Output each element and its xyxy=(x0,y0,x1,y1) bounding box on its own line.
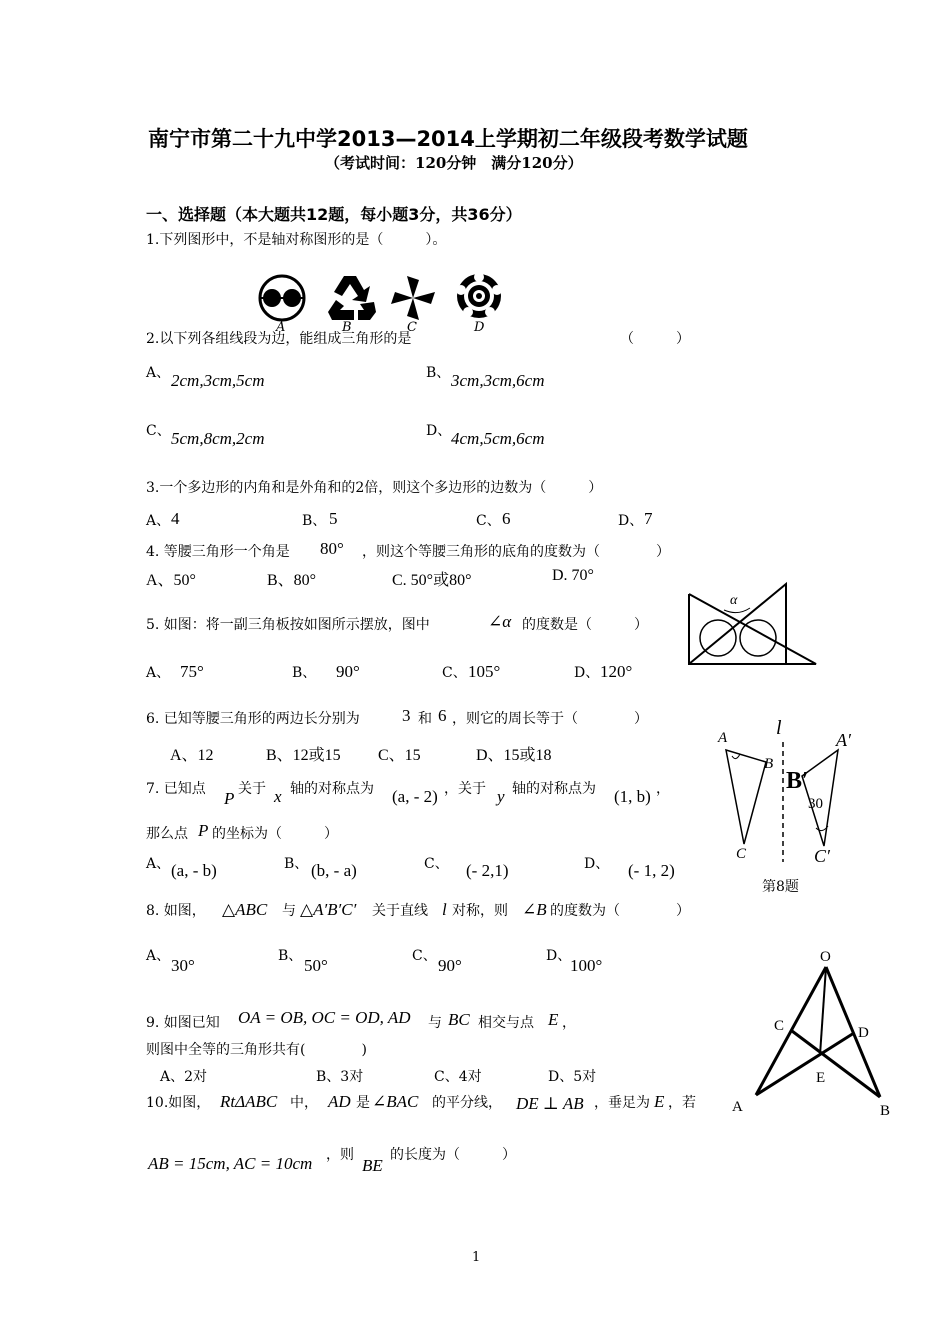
q9-condition: OA = OB, OC = OD, AD xyxy=(238,1008,411,1027)
q8-fig-c2: C′ xyxy=(814,846,830,866)
q3-opt-d: 7 xyxy=(644,509,653,528)
q8-fig-b: B xyxy=(764,756,774,772)
page-number: 1 xyxy=(472,1250,481,1265)
q6-opt-c: C、15 xyxy=(378,747,421,764)
q9-figure xyxy=(730,945,900,1120)
q1-label-a: A xyxy=(276,320,286,335)
q10-text-5: ，垂足为 xyxy=(594,1095,650,1111)
q7-text-5: 轴的对称点为 xyxy=(512,781,596,797)
q9-bc: BC xyxy=(448,1010,470,1029)
q4-stem-b: ，则这个等腰三角形的底角的度数为（ ） xyxy=(362,544,670,560)
q1-figure-d-rose xyxy=(456,272,502,318)
q9-e: E xyxy=(548,1010,559,1029)
q10-text-8: 的长度为（ ） xyxy=(390,1147,516,1163)
q5-opt-d: 120° xyxy=(600,662,633,681)
q9-fig-a: A xyxy=(732,1099,743,1115)
q5-stem-a: 5. 如图：将一副三角板按如图所示摆放，图中 xyxy=(146,617,430,633)
q8-opt-b-label: B、 xyxy=(278,948,303,964)
q6-stem-b: ，则它的周长等于（ ） xyxy=(452,711,648,727)
q2-opt-a-label: A、 xyxy=(146,365,171,381)
q7-coord-1: (a, - 2) xyxy=(392,787,438,806)
q3-opt-d-label: D、 xyxy=(618,513,644,529)
q4-stem-a: 4. 等腰三角形一个角是 xyxy=(146,544,290,560)
q8-text-1: 8. 如图， xyxy=(146,903,206,919)
q2-opt-d-label: D、 xyxy=(426,423,452,439)
q8-triangle-2: △A′B′C′ xyxy=(300,900,357,919)
q6-n2: 6 xyxy=(438,706,447,725)
q7-y: y xyxy=(497,787,505,806)
q1-figure-a xyxy=(260,276,304,320)
q10-rt-triangle: RtΔABC xyxy=(220,1092,278,1111)
q2-opt-c-label: C、 xyxy=(146,423,171,439)
q4-opt-a: A、50° xyxy=(146,572,196,589)
q3-opt-b-label: B、 xyxy=(302,513,327,529)
q3-stem: 3.一个多边形的内角和是外角和的2倍，则这个多边形的边数为（ ） xyxy=(146,480,603,496)
q10-de-perp-ab: DE ⊥ AB xyxy=(516,1094,584,1113)
q10-text-2: 中， xyxy=(290,1095,318,1111)
q10-text-1: 10.如图， xyxy=(146,1095,211,1111)
q2-opt-d: 4cm,5cm,6cm xyxy=(451,429,545,448)
q3-opt-a-label: A、 xyxy=(146,513,171,529)
q2-opt-b-label: B、 xyxy=(426,365,451,381)
q8-fig-l: l xyxy=(776,717,782,739)
q9-text-4: ， xyxy=(562,1015,576,1031)
q8-opt-a: 30° xyxy=(171,956,195,975)
q7-opt-c-label: C、 xyxy=(424,856,449,872)
q7-opt-b: (b, - a) xyxy=(311,861,357,880)
q9-fig-b: B xyxy=(880,1103,891,1119)
exam-title: 南宁市第二十九中学2013—2014上学期初二年级段考数学试题 xyxy=(148,127,748,151)
q8-text-5: 的度数为（ ） xyxy=(550,903,690,919)
q9-line2: 则图中全等的三角形共有( ) xyxy=(146,1042,367,1058)
q8-opt-d: 100° xyxy=(570,956,603,975)
q7-opt-d: (- 1, 2) xyxy=(628,861,675,880)
q5-alpha-label: α xyxy=(730,593,738,608)
q8-text-4: 对称，则 xyxy=(452,903,508,919)
q10-angle-bac: ∠BAC xyxy=(372,1092,419,1111)
q1-label-d: D xyxy=(474,320,485,335)
q5-opt-c: 105° xyxy=(468,662,501,681)
q7-opt-d-label: D、 xyxy=(584,856,610,872)
q10-condition: AB = 15cm, AC = 10cm xyxy=(148,1154,313,1173)
q8-opt-d-label: D、 xyxy=(546,948,572,964)
q5-opt-c-label: C、 xyxy=(442,665,467,681)
q9-opt-b: B、3对 xyxy=(316,1069,364,1085)
q8-angle-b: ∠B xyxy=(522,900,547,919)
q7-x: x xyxy=(274,787,282,806)
q2-stem: 2.以下列各组线段为边，能组成三角形的是 xyxy=(146,331,412,347)
q9-text-3: 相交与点 xyxy=(478,1015,534,1031)
q7-line2-a: 那么点 xyxy=(146,826,188,842)
q8-text-2: 与 xyxy=(282,903,296,919)
q8-fig-caption: 第8题 xyxy=(762,879,799,895)
q10-text-4: 的平分线， xyxy=(432,1095,502,1111)
q5-opt-a-label: A、 xyxy=(146,665,171,681)
q5-figure-set-squares xyxy=(686,580,822,670)
q7-text-6: ， xyxy=(656,781,670,797)
q5-opt-b-label: B、 xyxy=(292,665,317,681)
q8-text-3: 关于直线 xyxy=(372,903,428,919)
q7-opt-c: (- 2,1) xyxy=(466,861,509,880)
q9-opt-c: C、4对 xyxy=(434,1069,482,1085)
q7-text-1: 7. 已知点 xyxy=(146,781,206,797)
q2-opt-c: 5cm,8cm,2cm xyxy=(171,429,265,448)
q9-fig-c: C xyxy=(774,1018,785,1034)
q7-line2-b: 的坐标为（ ） xyxy=(212,826,338,842)
q8-opt-b: 50° xyxy=(304,956,328,975)
q4-opt-c: C. 50°或80° xyxy=(392,572,472,589)
q8-figure xyxy=(710,716,870,896)
q8-opt-a-label: A、 xyxy=(146,948,171,964)
exam-subtitle: （考试时间：120分钟 满分120分） xyxy=(325,154,583,172)
q9-text-1: 9. 如图已知 xyxy=(146,1015,220,1031)
q8-opt-c-label: C、 xyxy=(412,948,437,964)
q2-opt-b: 3cm,3cm,6cm xyxy=(451,371,545,390)
q3-opt-b: 5 xyxy=(329,509,338,528)
q5-opt-b: 90° xyxy=(336,662,360,681)
q8-fig-a: A xyxy=(718,730,728,746)
q7-point-p2: P xyxy=(198,821,209,840)
q9-fig-e: E xyxy=(816,1070,826,1086)
q9-opt-d: D、5对 xyxy=(548,1069,597,1085)
q3-opt-a: 4 xyxy=(171,509,180,528)
q7-point-p: P xyxy=(224,789,235,808)
q7-opt-a: (a, - b) xyxy=(171,861,217,880)
q4-opt-d: D. 70° xyxy=(552,567,594,584)
q8-opt-c: 90° xyxy=(438,956,462,975)
q9-fig-d: D xyxy=(858,1025,869,1041)
q6-opt-d: D、15或18 xyxy=(476,747,552,764)
q9-opt-a: A、2对 xyxy=(160,1069,208,1085)
q9-fig-o: O xyxy=(820,949,831,965)
q7-opt-b-label: B、 xyxy=(284,856,309,872)
q6-stem-a: 6. 已知等腰三角形的两边长分别为 xyxy=(146,711,360,727)
q7-opt-a-label: A、 xyxy=(146,856,171,872)
q9-text-2: 与 xyxy=(428,1015,442,1031)
q6-opt-b: B、12或15 xyxy=(266,747,341,764)
q10-e: E xyxy=(654,1092,665,1111)
q10-be: BE xyxy=(362,1156,383,1175)
q6-n1: 3 xyxy=(402,706,411,725)
q10-text-6: ，若 xyxy=(668,1095,696,1111)
q1-label-c: C xyxy=(407,320,417,335)
q5-angle: ∠α xyxy=(488,612,512,631)
q10-text-3: 是 xyxy=(356,1095,370,1111)
q1-figure-b-recycle xyxy=(328,276,376,320)
q8-fig-b2: B′ xyxy=(786,768,809,794)
q2-paren: （ ） xyxy=(620,331,690,347)
q8-fig-angle: 30 xyxy=(808,796,823,812)
q1-label-b: B xyxy=(342,320,352,335)
q7-coord-2: (1, b) xyxy=(614,787,651,806)
q5-opt-a: 75° xyxy=(180,662,204,681)
q2-opt-a: 2cm,3cm,5cm xyxy=(171,371,265,390)
q10-text-7: ，则 xyxy=(326,1147,354,1163)
q4-opt-b: B、80° xyxy=(267,572,317,589)
q5-stem-b: 的度数是（ ） xyxy=(522,617,648,633)
q5-opt-d-label: D、 xyxy=(574,665,600,681)
q1-figure-c-pinwheel xyxy=(391,276,435,320)
q7-text-4: ，关于 xyxy=(444,781,486,797)
q8-fig-c: C xyxy=(736,846,747,862)
q10-ad: AD xyxy=(328,1092,351,1111)
q3-opt-c: 6 xyxy=(502,509,511,528)
q7-text-3: 轴的对称点为 xyxy=(290,781,374,797)
q8-fig-a2: A′ xyxy=(836,730,851,750)
q7-text-2: 关于 xyxy=(238,781,266,797)
q1-stem: 1.下列图形中，不是轴对称图形的是（ ）。 xyxy=(146,232,447,248)
q6-opt-a: A、12 xyxy=(170,747,214,764)
q8-line-l: l xyxy=(442,900,447,919)
q8-triangle-1: △ABC xyxy=(222,900,268,919)
q4-angle: 80° xyxy=(320,539,344,558)
q6-and: 和 xyxy=(418,711,432,727)
section-heading: 一、选择题（本大题共12题，每小题3分，共36分） xyxy=(146,205,522,224)
q3-opt-c-label: C、 xyxy=(476,513,501,529)
